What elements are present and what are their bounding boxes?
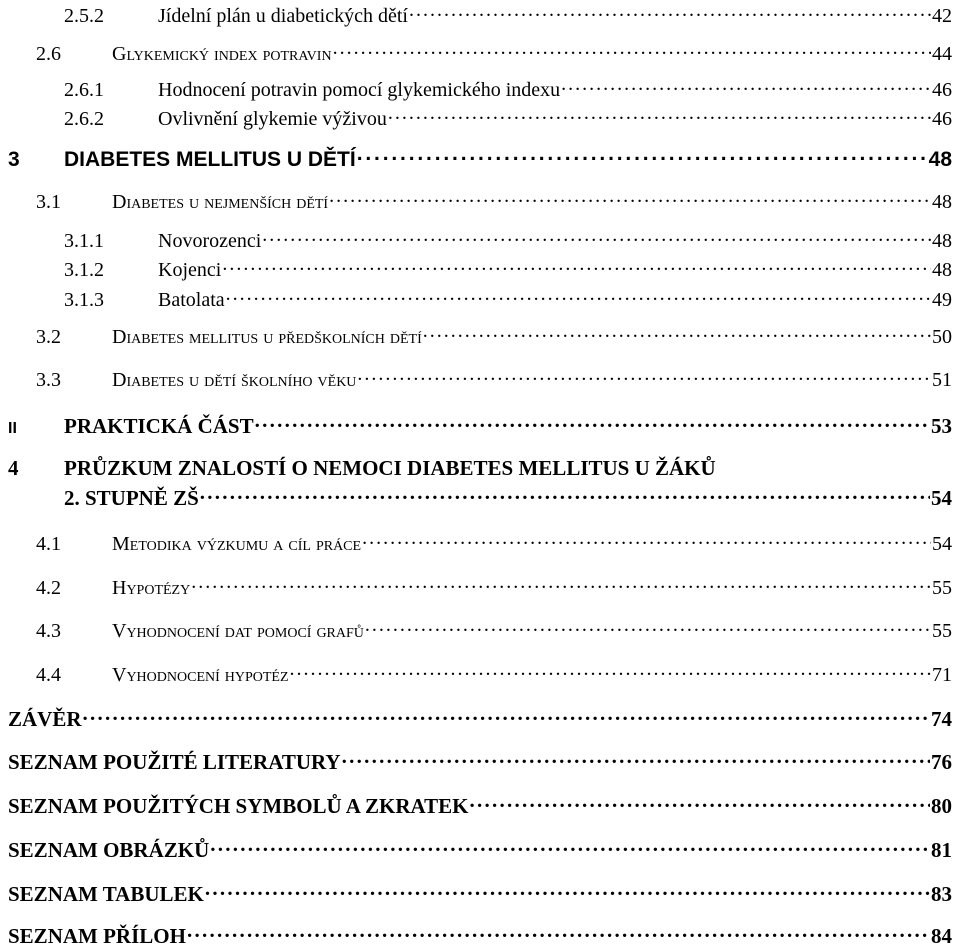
toc-entry-page: 81 (931, 838, 952, 862)
toc-entry-page: 74 (931, 707, 952, 731)
toc-entry-label: Diabetes u nejmenších dětí (112, 191, 329, 213)
toc-entry[interactable] (8, 922, 952, 949)
toc-entry-page: 46 (932, 79, 952, 101)
toc-entry-number: 4.3 (36, 620, 61, 642)
toc-entry[interactable] (8, 836, 952, 863)
toc-entry[interactable] (36, 530, 952, 556)
toc-leader-dots (333, 40, 931, 60)
toc-entry[interactable] (36, 661, 952, 687)
toc-entry-label: SEZNAM POUŽITÝCH SYMBOLŮ A ZKRATEK (8, 794, 469, 818)
toc-entry-page: 54 (932, 533, 952, 555)
toc-entry-page: 46 (932, 108, 952, 130)
toc-entry-page: 50 (932, 326, 952, 348)
toc-entry-number: 3.1.2 (64, 259, 104, 281)
toc-entry-number: 2.5.2 (64, 5, 104, 27)
toc-leader-dots (357, 145, 928, 166)
toc-entry-page: 54 (931, 486, 952, 510)
toc-entry-page: 48 (932, 259, 952, 281)
toc-leader-dots (200, 484, 930, 505)
toc-entry-label: Diabetes mellitus u předškolních dětí (112, 326, 422, 348)
toc-leader-dots (262, 227, 931, 247)
toc-entry[interactable] (36, 188, 952, 214)
toc-entry-label: Ovlivnění glykemie výživou (158, 108, 387, 130)
toc-entry[interactable] (8, 792, 952, 819)
toc-entry-label: SEZNAM OBRÁZKŮ (8, 838, 210, 862)
toc-entry-number: 2.6.2 (64, 108, 104, 130)
toc-entry[interactable] (64, 286, 952, 312)
toc-entry[interactable] (36, 40, 952, 66)
toc-entry[interactable] (36, 323, 952, 349)
toc-entry-label: Metodika výzkumu a cíl práce (112, 533, 362, 555)
toc-leader-dots (222, 256, 931, 276)
toc-entry[interactable] (64, 2, 952, 28)
toc-entry-label: ZÁVĚR (8, 707, 82, 731)
toc-leader-dots (470, 792, 930, 813)
toc-entry[interactable] (8, 880, 952, 907)
toc-entry-page: 48 (932, 191, 952, 213)
toc-entry-number: 2.6.1 (64, 79, 104, 101)
toc-leader-dots (388, 105, 931, 125)
toc-entry-label-line1: PRŮZKUM ZNALOSTÍ O NEMOCI DIABETES MELLITUS U ŽÁKŮ (64, 456, 716, 480)
toc-leader-dots (365, 617, 931, 637)
toc-entry-number: 3.1 (36, 191, 61, 213)
toc-entry-label: Kojenci (158, 259, 222, 281)
toc-leader-dots (362, 530, 931, 550)
toc-leader-dots (290, 661, 931, 681)
toc-entry-label: Jídelní plán u diabetických dětí (158, 5, 408, 27)
toc-entry-number: 4 (8, 456, 19, 480)
toc-entry-page: 80 (931, 794, 952, 818)
toc-entry[interactable] (64, 227, 952, 253)
toc-entry-page: 49 (932, 289, 952, 311)
toc-entry-page: 83 (931, 882, 952, 906)
toc-entry-page: 55 (932, 577, 952, 599)
toc-entry-label: Vyhodnocení dat pomocí grafů (112, 620, 364, 642)
toc-leader-dots (226, 286, 931, 306)
toc-entry-label: Glykemický index potravin (112, 43, 332, 65)
toc-entry[interactable] (8, 412, 952, 439)
toc-leader-dots (255, 412, 930, 433)
toc-entry-label: Novorozenci (158, 230, 262, 252)
toc-entry-number: 3.1.1 (64, 230, 104, 252)
toc-entry-number: 3.1.3 (64, 289, 104, 311)
toc-leader-dots (423, 323, 931, 343)
toc-entry[interactable] (8, 705, 952, 732)
toc-entry[interactable] (36, 574, 952, 600)
toc-leader-dots (187, 922, 930, 943)
toc-entry[interactable] (36, 617, 952, 643)
toc-entry[interactable] (8, 748, 952, 775)
toc-entry-page: 55 (932, 620, 952, 642)
toc-entry[interactable] (64, 76, 952, 102)
toc-leader-dots (205, 880, 930, 901)
toc-entry-page: 76 (931, 750, 952, 774)
toc-leader-dots (83, 705, 930, 726)
toc-entry-number: II (8, 420, 17, 437)
toc-entry-label: Vyhodnocení hypotéz (112, 664, 289, 686)
toc-leader-dots (191, 574, 931, 594)
toc-entry-page: 71 (932, 664, 952, 686)
toc-leader-dots (210, 836, 930, 857)
toc-entry-page: 44 (932, 43, 952, 65)
toc-leader-dots (561, 76, 931, 96)
toc-entry-label: SEZNAM PŘÍLOH (8, 924, 186, 948)
toc-entry-label: Hodnocení potravin pomocí glykemického indexu (158, 79, 561, 101)
toc-entry-number: 3.2 (36, 326, 61, 348)
toc-entry[interactable] (64, 256, 952, 282)
toc-entry-page: 51 (932, 369, 952, 391)
toc-leader-dots (329, 188, 931, 208)
toc-entry-label: PRAKTICKÁ ČÁST (64, 414, 254, 438)
toc-entry-number: 4.1 (36, 533, 61, 555)
toc-entry[interactable] (8, 145, 952, 172)
toc-entry-page: 84 (931, 924, 952, 948)
toc-entry-label: SEZNAM TABULEK (8, 882, 204, 906)
toc-entry-page: 53 (931, 414, 952, 438)
toc-entry-label: Diabetes u dětí školního věku (112, 369, 357, 391)
toc-entry-page: 48 (928, 148, 952, 171)
toc-leader-dots (342, 748, 930, 769)
toc-entry-number: 3 (8, 148, 20, 171)
toc-entry-number: 4.4 (36, 664, 61, 686)
toc-entry-label: DIABETES MELLITUS U DĚTÍ (64, 148, 356, 171)
toc-entry-label: Hypotézy (112, 577, 191, 599)
toc-entry-number: 2.6 (36, 43, 61, 65)
toc-leader-dots (357, 366, 931, 386)
toc-entry[interactable] (64, 105, 952, 131)
toc-entry-label: Batolata (158, 289, 225, 311)
toc-entry-page: 48 (932, 230, 952, 252)
toc-entry-number: 4.2 (36, 577, 61, 599)
toc-leader-dots (409, 2, 931, 22)
toc-entry[interactable] (64, 484, 952, 511)
toc-entry-number: 3.3 (36, 369, 61, 391)
toc-entry-label: SEZNAM POUŽITÉ LITERATURY (8, 750, 341, 774)
toc-entry-page: 42 (932, 5, 952, 27)
toc-entry-label: 2. STUPNĚ ZŠ (64, 486, 199, 510)
toc-entry[interactable] (36, 366, 952, 392)
